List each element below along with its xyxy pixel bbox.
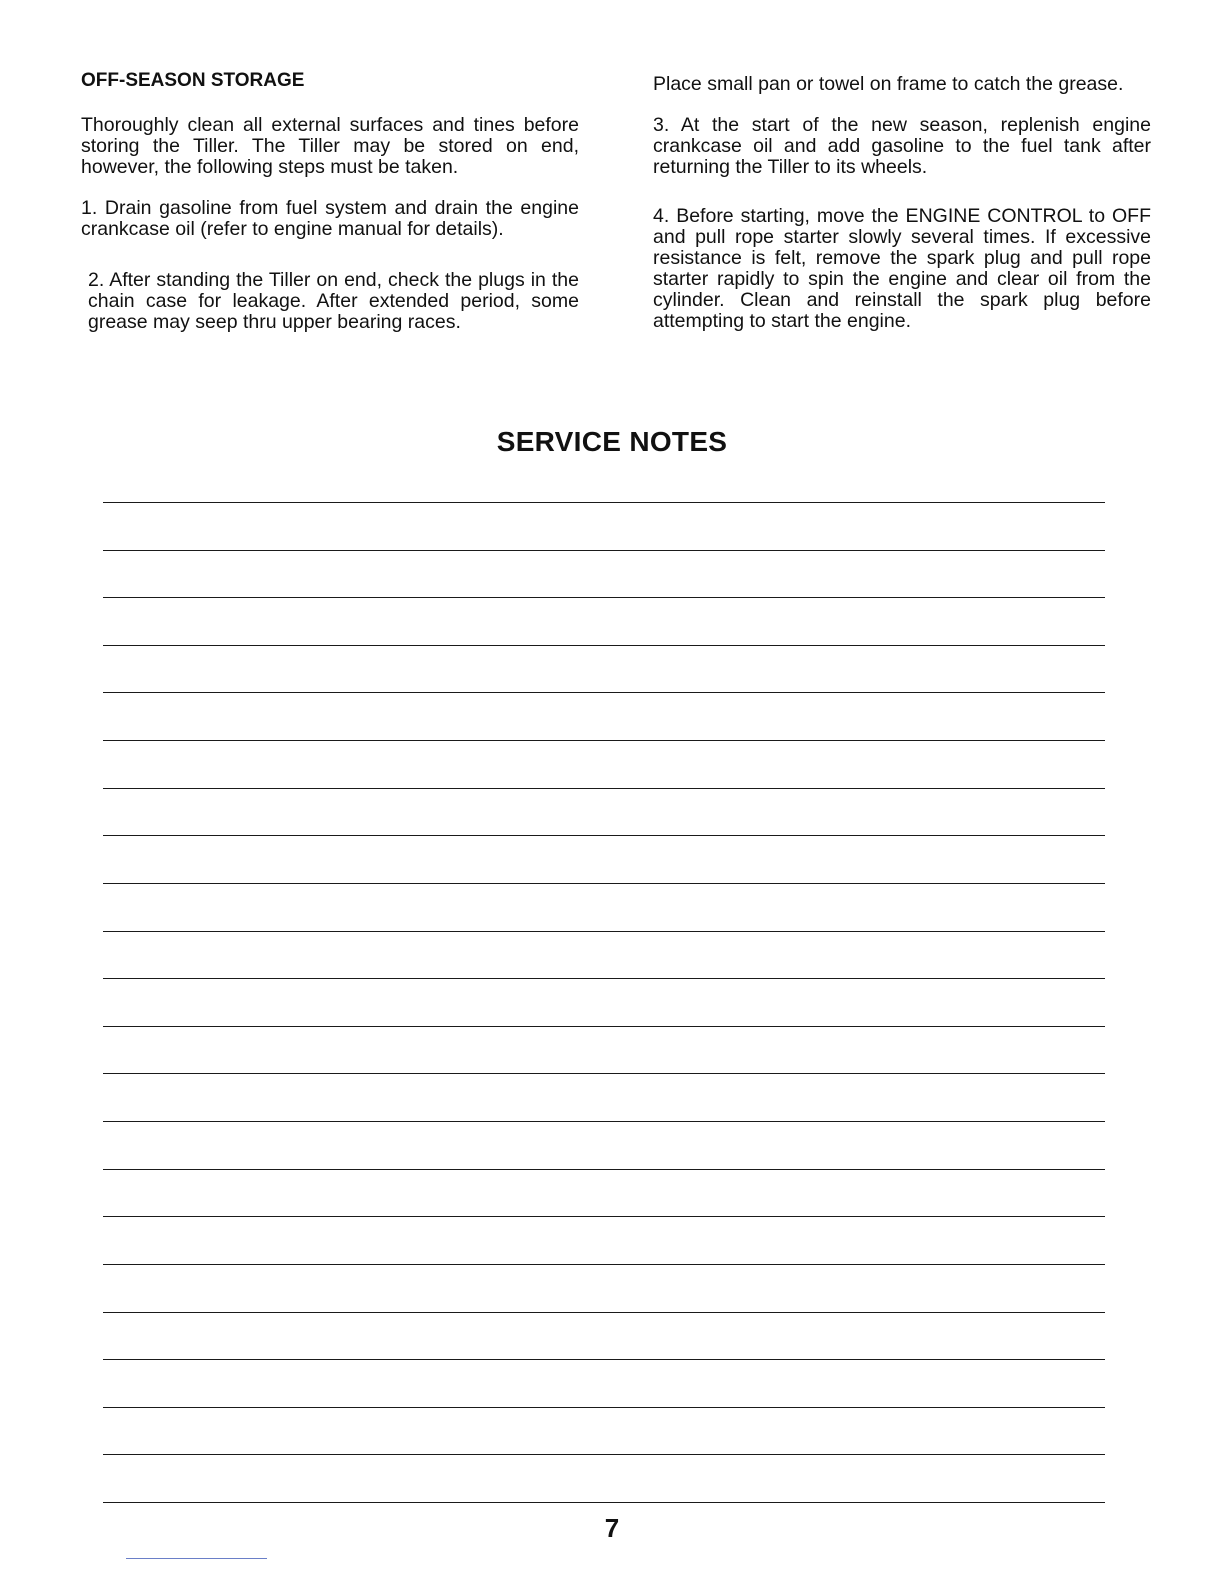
note-line [103, 788, 1105, 789]
note-line [103, 978, 1105, 979]
note-line [103, 502, 1105, 503]
note-line [103, 1026, 1105, 1027]
service-notes-title: SERVICE NOTES [496, 426, 728, 457]
note-line [103, 931, 1105, 932]
step-2-continued-paragraph: Place small pan or towel on frame to catch the grease. [653, 73, 1124, 95]
bottom-rule [126, 1558, 267, 1559]
note-line [103, 1121, 1105, 1122]
step-1-paragraph: 1. Drain gasoline from fuel system and drain the engine crankcase oil (refer to engine manual for details). [81, 197, 579, 240]
step-3-paragraph: 3. At the start of the new season, replenish engine crankcase oil and add gasoline to the fuel tank after returning the Tiller to its wheels. [653, 114, 1151, 178]
note-line [103, 1073, 1105, 1074]
note-line [103, 1312, 1105, 1313]
step-4-paragraph: 4. Before starting, move the ENGINE CONTROL to OFF and pull rope starter slowly several times. If excessive resistance is felt, remove the spark plug and pull rope starter rapidly to spin the engine and clear oil from the cylinder. Clean and reinstall the spark plug before attempting to start the engine. [653, 205, 1151, 332]
note-line [103, 883, 1105, 884]
note-line [103, 597, 1105, 598]
left-column [81, 68, 579, 353]
note-line [103, 645, 1105, 646]
note-line [103, 1264, 1105, 1265]
step-2-paragraph: 2. After standing the Tiller on end, check the plugs in the chain case for leakage. After extended period, some grease may seep thru upper bearing races. [88, 269, 579, 333]
note-line [103, 1169, 1105, 1170]
note-line [103, 550, 1105, 551]
section-heading: OFF-SEASON STORAGE [81, 70, 305, 91]
note-line [103, 835, 1105, 836]
note-line [103, 1407, 1105, 1408]
note-line [103, 1502, 1105, 1503]
right-column [653, 68, 1151, 352]
note-line [103, 692, 1105, 693]
intro-paragraph: Thoroughly clean all external surfaces and tines before storing the Tiller. The Tiller may be stored on end, however, the following steps must be taken. [81, 114, 579, 178]
note-line [103, 1216, 1105, 1217]
note-line [103, 740, 1105, 741]
note-line [103, 1359, 1105, 1360]
note-line [103, 1454, 1105, 1455]
page-number: 7 [604, 1513, 620, 1543]
